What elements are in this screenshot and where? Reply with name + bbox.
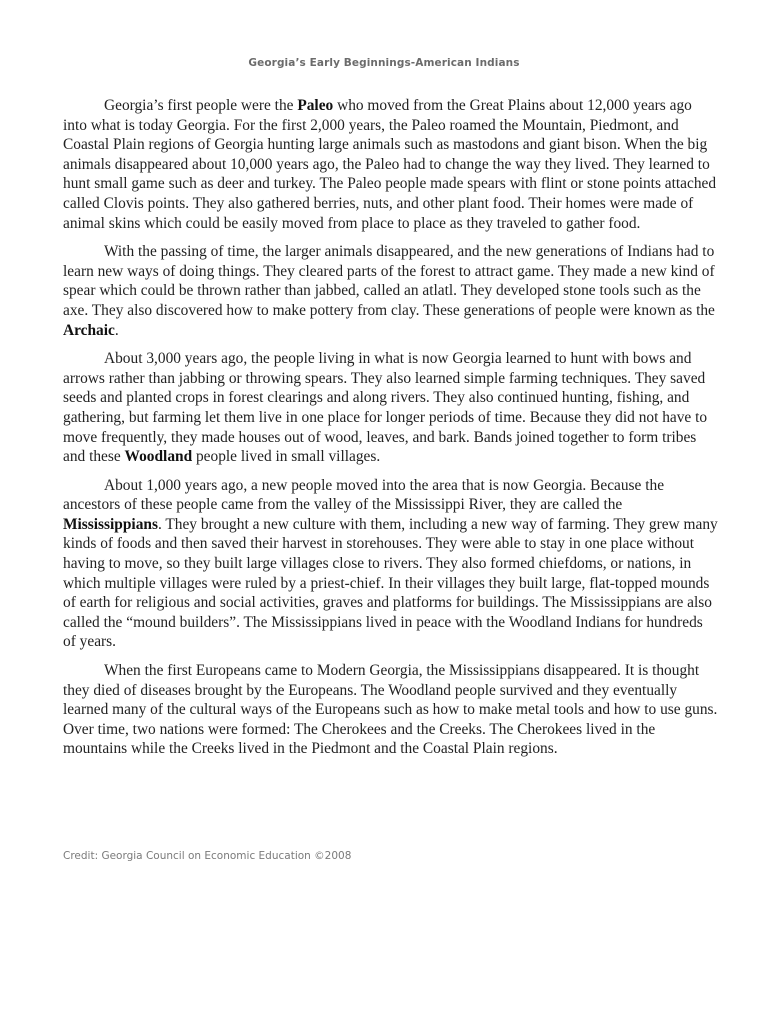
bold-term: Woodland — [124, 448, 193, 466]
text-run: About 3,000 years ago, the people living in what is now Georgia learned to hunt with bows and arrows rather than jabbing or throwing spears. They also learned simple farming techniques. They saved seeds and planted crops in forest clearings and along rivers. They also continued hunting, fishing, and gathering, but farming let them live in one place for longer periods of time. Because they did not have to move frequently, they made houses out of wood, leaves, and bark. Bands joined together to form tribes and these — [63, 350, 708, 466]
text-run: When the first Europeans came to Modern Georgia, the Mississippians disappeared. It is thought they died of diseases brought by the Europeans. The Woodland people survived and they eventually learned many of the cultural ways of the Europeans such as how to make metal tools and how to use guns. Over time, two nations were formed: The Cherokees and the Creeks. The Cherokees lived in the mountains while the Creeks lived in the Piedmont and the Coastal Plain regions. — [63, 662, 718, 758]
page-title: Georgia’s Early Beginnings-American Indians — [248, 57, 520, 69]
paragraph — [63, 96, 719, 233]
paragraph — [63, 242, 719, 340]
text-run: . — [114, 321, 119, 339]
text-run: With the passing of time, the larger animals disappeared, and the new generations of Indians had to learn new ways of doing things. They cleared parts of the forest to attract game. They made a new kind of spear which could be thrown rather than jabbed, called an atlatl. They developed stone tools such as the axe. They also discovered how to make pottery from clay. These generations of people were known as the — [63, 243, 715, 319]
bold-term: Archaic — [63, 321, 115, 339]
paragraph — [63, 349, 719, 467]
bold-term: Paleo — [297, 97, 334, 114]
credit-line: Credit: Georgia Council on Economic Education ©2008 — [63, 850, 352, 862]
text-run: Georgia’s first people were the — [104, 97, 298, 114]
bold-term: Mississippians — [63, 515, 158, 533]
document-body — [63, 96, 719, 768]
text-run: who moved from the Great Plains about 12,000 years ago into what is today Georgia. For the first 2,000 years, the Paleo roamed the Mountain, Piedmont, and Coastal Plain regions of Georgia hunting large animals such as mastodons and giant bison. When the big animals disappeared about 10,000 years ago, the Paleo had to change the way they lived. They learned to hunt small game such as deer and turkey. The Paleo people made spears with flint or stone points attached called Clovis points. They also gathered berries, nuts, and other plant food. Their homes were made of animal skins which could be easily moved from place to place as they traveled to gather food. — [63, 97, 717, 232]
text-run: . They brought a new culture with them, including a new way of farming. They grew many kinds of foods and then saved their harvest in storehouses. They were able to stay in one place without having to move, so they built large villages close to rivers. They also formed chiefdoms, or nations, in which multiple villages were ruled by a priest-chief. In their villages they built large, flat-topped mounds of earth for religious and social activities, graves and platforms for buildings. The Mississippians are also called the “mound builders”. The Mississippians lived in peace with the Woodland Indians for hundreds of years. — [63, 515, 718, 651]
text-run: people lived in small villages. — [192, 448, 381, 466]
paragraph — [63, 476, 719, 652]
paragraph — [63, 661, 719, 759]
text-run: About 1,000 years ago, a new people moved into the area that is now Georgia. Because the ancestors of these people came from the valley of the Mississippi River, they are called the — [63, 476, 665, 514]
